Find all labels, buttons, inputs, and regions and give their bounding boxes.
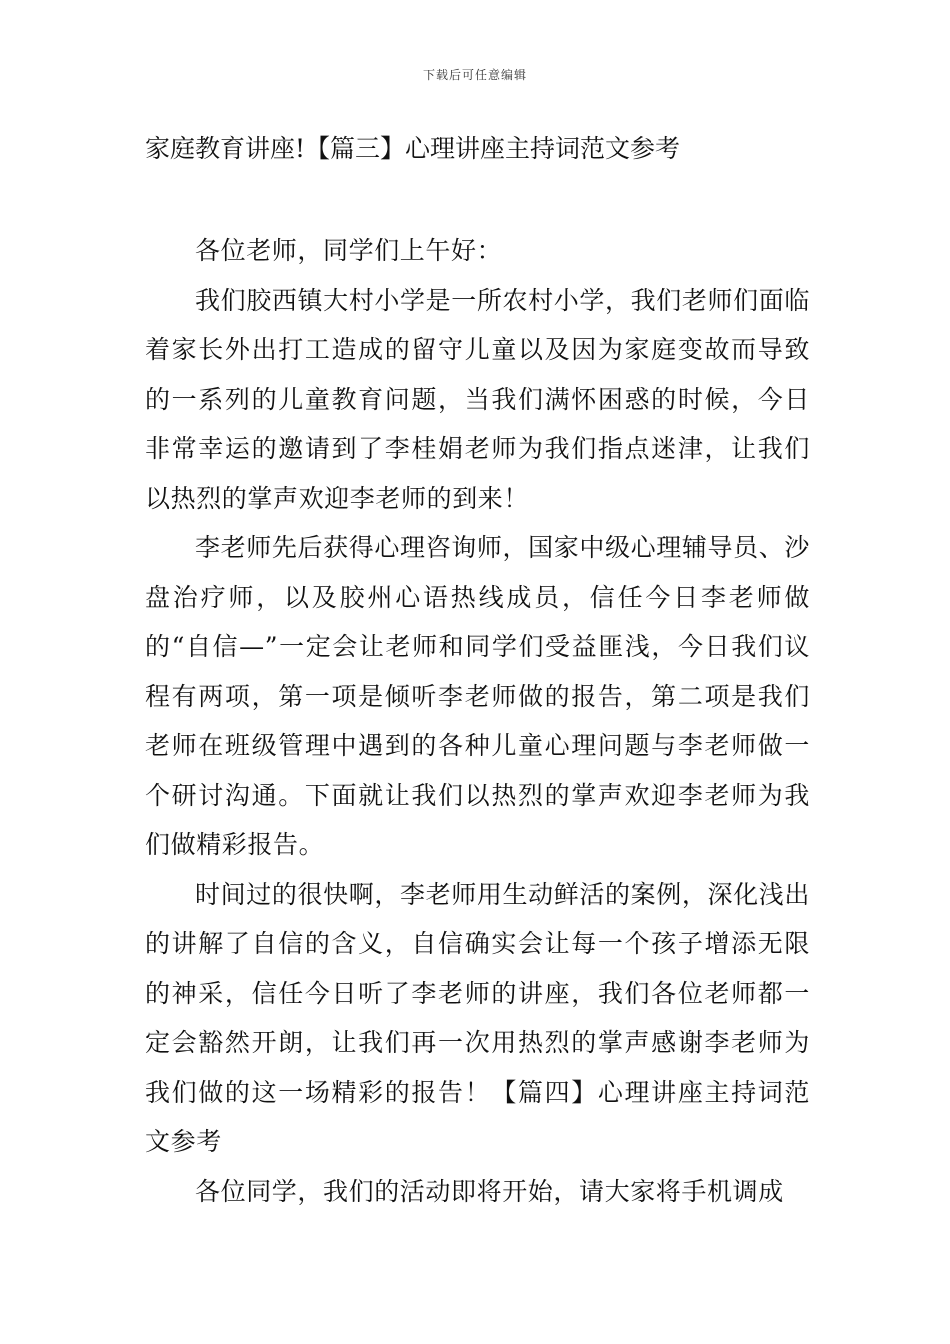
paragraph-speaker-credentials: 李老师先后获得心理咨询师，国家中级心理辅导员、沙盘治疗师，以及胶州心语热线成员，信任今日李老师做的“自信—”一定会让老师和同学们受益匪浅，今日我们议程有两项，第一项是倾听李老师做的报告，第二项是我们老师在班级管理中遇到的各种儿童心理问题与李老师做一个研讨沟通。下面就让我们以热烈的掌声欢迎李老师为我们做精彩报告。 bbox=[145, 533, 810, 859]
header-note: 下载后可任意编辑 bbox=[422, 68, 527, 82]
paragraph-introduction: 我们胶西镇大村小学是一所农村小学，我们老师们面临着家长外出打工造成的留守儿童以及因为家庭变故而导致的一系列的儿童教育问题，当我们满怀困惑的时候，今日非常幸运的邀请到了李桂娟老师为我们指点迷津，让我们以热烈的掌声欢迎李老师的到来！ bbox=[145, 285, 810, 513]
document-title: 家庭教育讲座!【篇三】心理讲座主持词范文参考 bbox=[145, 134, 681, 163]
document-body bbox=[145, 226, 810, 1216]
paragraph-greeting: 各位老师，同学们上午好： bbox=[195, 236, 503, 265]
paragraph-next-opening: 各位同学，我们的活动即将开始，请大家将手机调成 bbox=[195, 1176, 784, 1206]
paragraph-closing-remarks: 时间过的很快啊，李老师用生动鲜活的案例，深化浅出的讲解了自信的含义，自信确实会让每一个孩子增添无限的神采，信任今日听了李老师的讲座，我们各位老师都一定会豁然开朗，让我们再一次用热烈的掌声感谢李老师为我们做的这一场精彩的报告！【篇四】心理讲座主持词范文参考 bbox=[145, 879, 810, 1156]
